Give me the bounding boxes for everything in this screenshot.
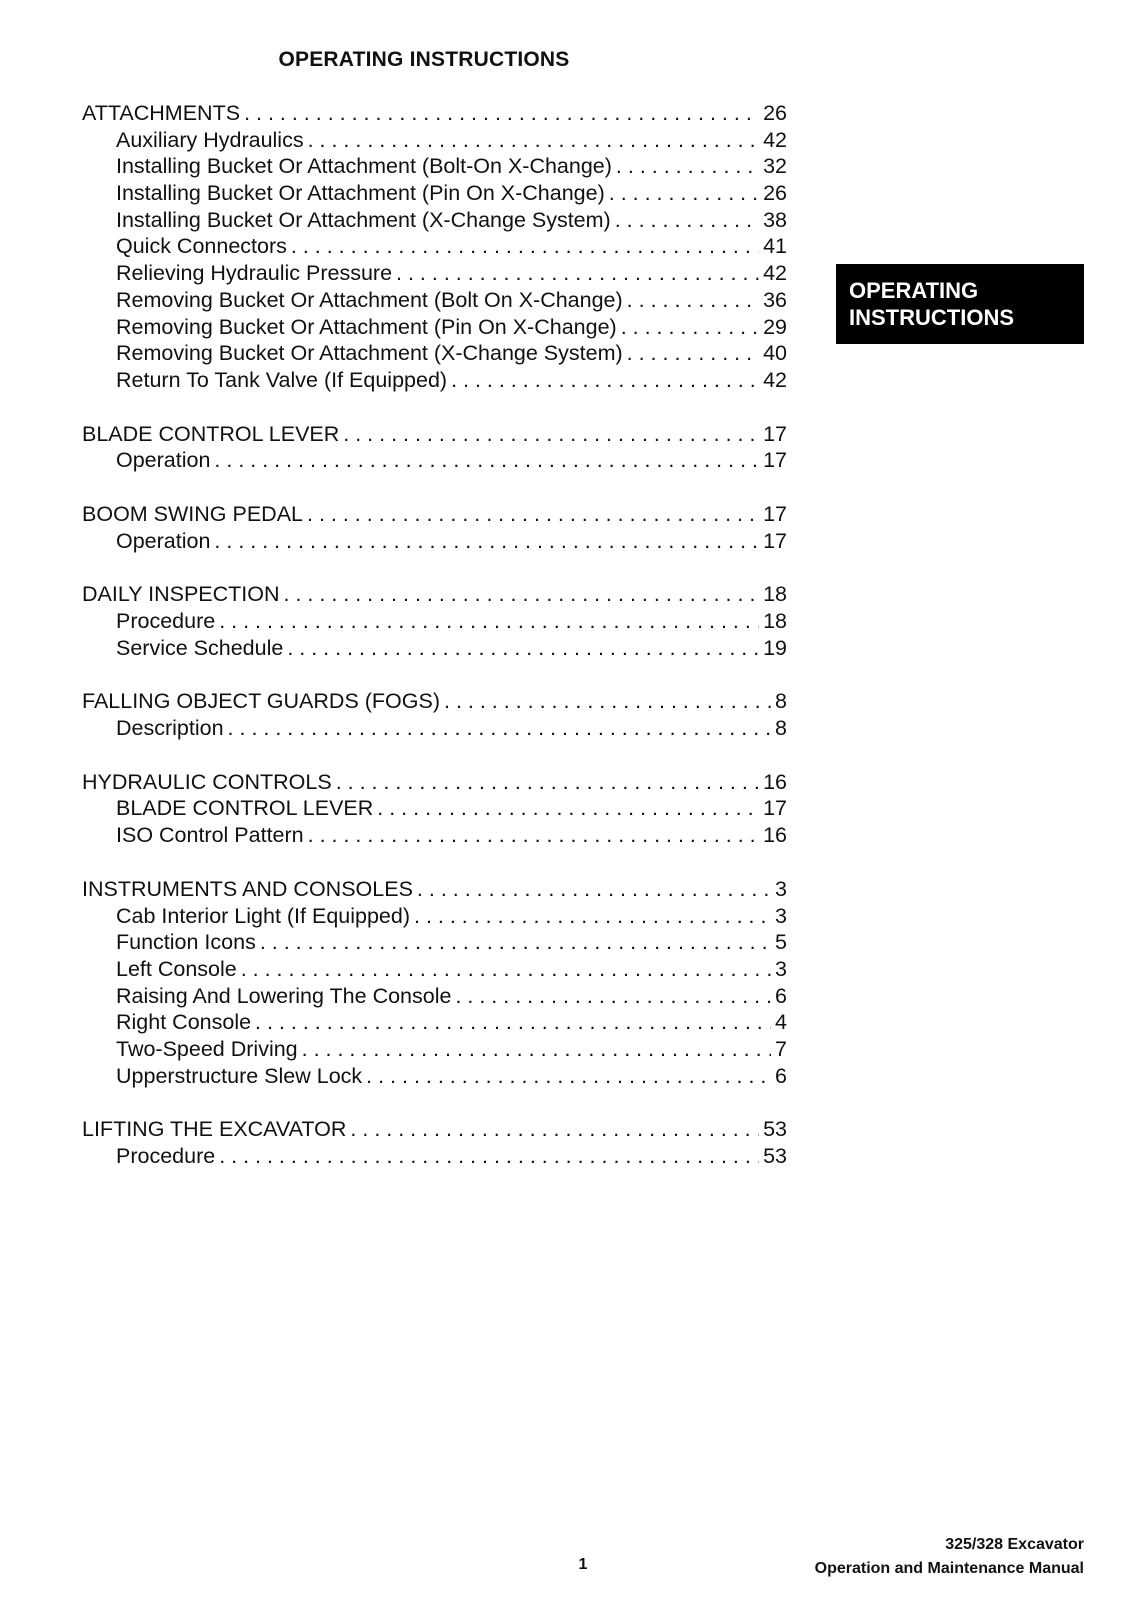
toc-entry-label: HYDRAULIC CONTROLS — [82, 769, 332, 794]
dot-leader — [417, 876, 771, 903]
toc-subentry[interactable] — [82, 822, 787, 849]
dot-leader — [302, 1036, 771, 1063]
dot-leader — [255, 1009, 771, 1036]
footer-page-number: 1 — [578, 1556, 588, 1573]
toc-entry-page: 3 — [775, 903, 787, 928]
dot-leader — [244, 100, 759, 127]
dot-leader — [336, 769, 759, 796]
dot-leader — [366, 1063, 771, 1090]
toc-entry-label: Procedure — [116, 1144, 216, 1168]
toc-entry-label: BOOM SWING PEDAL — [82, 501, 304, 526]
toc-entry-label: Left Console — [116, 956, 237, 981]
dot-leader — [291, 233, 759, 260]
dot-leader — [396, 260, 759, 287]
toc-entry-page: 17 — [763, 448, 787, 473]
dot-leader — [455, 983, 771, 1010]
toc-entry-page: 42 — [763, 261, 787, 286]
toc-entry-page: 18 — [763, 609, 787, 633]
toc-entry-label: Operation — [116, 528, 211, 553]
dot-leader — [609, 180, 759, 207]
dot-leader — [627, 287, 759, 314]
toc-entry-page: 8 — [775, 716, 787, 741]
toc-entry-page: 29 — [763, 314, 787, 339]
toc-entry-label: Right Console — [116, 1010, 252, 1035]
toc-section-blade-control-lever — [82, 421, 787, 474]
toc-subentry[interactable] — [82, 180, 787, 207]
section-tab-line: INSTRUCTIONS — [849, 305, 1014, 330]
toc-subentry[interactable] — [82, 153, 787, 180]
toc-entry-label: Upperstructure Slew Lock — [116, 1063, 363, 1088]
toc-entry-label: Removing Bucket Or Attachment (Bolt On X-Change) — [116, 287, 623, 312]
toc-entry-page: 17 — [763, 796, 787, 821]
section-tab — [836, 264, 1084, 344]
toc-entry-page: 6 — [775, 983, 787, 1008]
dot-leader — [350, 1116, 759, 1143]
dot-leader — [414, 903, 771, 930]
toc-entry-label: INSTRUMENTS AND CONSOLES — [82, 876, 413, 901]
toc-entry-label: DAILY INSPECTION — [82, 582, 280, 607]
dot-leader — [287, 635, 759, 662]
table-of-contents — [82, 100, 787, 1197]
dot-leader — [621, 314, 759, 341]
toc-entry-label: ISO Control Pattern — [116, 823, 304, 848]
toc-entry-page: 36 — [763, 287, 787, 312]
toc-section-lifting-the-excavator — [82, 1116, 787, 1169]
toc-entry-label: Removing Bucket Or Attachment (X-Change System) — [116, 341, 623, 366]
toc-entry-page: 3 — [775, 956, 787, 981]
toc-entry-label: Function Icons — [116, 930, 256, 955]
toc-entry-page: 18 — [763, 582, 787, 607]
toc-entry-page: 42 — [763, 127, 787, 152]
toc-section-boom-swing-pedal — [82, 501, 787, 554]
dot-leader — [615, 207, 759, 234]
footer-manual-info — [815, 1533, 1084, 1581]
toc-entry-label: ATTACHMENTS — [82, 101, 241, 125]
toc-entry-label: Installing Bucket Or Attachment (Bolt-On X-Change) — [116, 154, 612, 179]
toc-entry-label: Raising And Lowering The Console — [116, 983, 452, 1008]
page-title: OPERATING INSTRUCTIONS — [278, 48, 570, 71]
toc-entry-label: FALLING OBJECT GUARDS (FOGS) — [82, 689, 440, 714]
toc-subentry[interactable] — [82, 929, 787, 956]
dot-leader — [219, 608, 759, 635]
toc-entry-label: Return To Tank Valve (If Equipped) — [116, 367, 448, 392]
toc-entry-label: Cab Interior Light (If Equipped) — [116, 903, 410, 928]
dot-leader — [307, 501, 759, 528]
dot-leader — [343, 421, 759, 448]
toc-entry-page: 5 — [775, 930, 787, 955]
toc-entry[interactable] — [82, 1116, 787, 1143]
toc-subentry[interactable] — [82, 314, 787, 341]
toc-subentry[interactable] — [82, 340, 787, 367]
toc-subentry[interactable] — [82, 983, 787, 1010]
toc-entry-label: Installing Bucket Or Attachment (X-Change System) — [116, 207, 611, 232]
toc-section-daily-inspection — [82, 581, 787, 661]
toc-entry-label: Quick Connectors — [116, 234, 287, 259]
toc-entry-page: 16 — [763, 823, 787, 848]
toc-entry-page: 32 — [763, 154, 787, 179]
toc-entry-page: 53 — [763, 1117, 787, 1142]
toc-subentry[interactable] — [82, 1036, 787, 1063]
toc-section-falling-object-guards — [82, 688, 787, 741]
toc-subentry[interactable] — [82, 1009, 787, 1036]
dot-leader — [627, 340, 759, 367]
toc-entry-label: Installing Bucket Or Attachment (Pin On X-Change) — [116, 181, 605, 206]
toc-entry-label: Procedure — [116, 609, 216, 633]
toc-entry-page: 38 — [763, 207, 787, 232]
dot-leader — [284, 581, 760, 608]
toc-entry-page: 7 — [775, 1036, 787, 1061]
toc-subentry[interactable] — [82, 903, 787, 930]
toc-subentry[interactable] — [82, 367, 787, 394]
toc-section-hydraulic-controls — [82, 769, 787, 849]
toc-entry-page: 40 — [763, 341, 787, 366]
dot-leader — [219, 1143, 759, 1170]
toc-entry-page: 17 — [763, 501, 787, 526]
toc-subentry[interactable] — [82, 287, 787, 314]
toc-entry-page: 41 — [763, 234, 787, 259]
toc-subentry[interactable] — [82, 207, 787, 234]
toc-entry-page: 17 — [763, 528, 787, 553]
toc-entry-page: 6 — [775, 1063, 787, 1088]
toc-entry-page: 26 — [763, 101, 787, 125]
dot-leader — [308, 822, 759, 849]
toc-entry-page: 53 — [763, 1144, 787, 1168]
toc-entry-label: LIFTING THE EXCAVATOR — [82, 1117, 347, 1142]
toc-subentry[interactable] — [82, 528, 787, 555]
dot-leader — [214, 447, 759, 474]
toc-entry-label: Description — [116, 716, 224, 741]
toc-entry-label: Service Schedule — [116, 635, 284, 660]
footer-model: 325/328 Excavator — [945, 1536, 1084, 1553]
toc-entry-label: Two-Speed Driving — [116, 1036, 298, 1061]
toc-entry-label: BLADE CONTROL LEVER — [116, 796, 374, 821]
toc-section-instruments-and-consoles — [82, 876, 787, 1090]
toc-subentry[interactable] — [82, 635, 787, 662]
dot-leader — [260, 929, 771, 956]
dot-leader — [214, 528, 759, 555]
toc-subentry[interactable] — [82, 233, 787, 260]
toc-entry-page: 19 — [763, 635, 787, 660]
toc-entry-label: Relieving Hydraulic Pressure — [116, 261, 393, 286]
toc-section-attachments — [82, 100, 787, 394]
toc-entry-page: 26 — [763, 181, 787, 206]
toc-subentry[interactable] — [82, 956, 787, 983]
toc-entry-page: 4 — [775, 1010, 787, 1035]
dot-leader — [377, 795, 759, 822]
toc-entry[interactable] — [82, 688, 787, 715]
toc-subentry[interactable] — [82, 608, 787, 635]
footer-manual-title: Operation and Maintenance Manual — [814, 1560, 1084, 1577]
toc-entry-page: 16 — [763, 769, 787, 794]
toc-entry[interactable] — [82, 769, 787, 796]
toc-entry[interactable] — [82, 421, 787, 448]
toc-entry[interactable] — [82, 581, 787, 608]
dot-leader — [444, 688, 771, 715]
toc-subentry[interactable] — [82, 715, 787, 742]
section-tab-line: OPERATING — [849, 278, 979, 303]
toc-entry-page: 42 — [763, 367, 787, 392]
toc-entry-page: 3 — [775, 876, 787, 901]
toc-entry[interactable] — [82, 501, 787, 528]
dot-leader — [451, 367, 759, 394]
toc-entry[interactable] — [82, 876, 787, 903]
toc-subentry[interactable] — [82, 1143, 787, 1170]
dot-leader — [241, 956, 771, 983]
toc-entry-page: 8 — [775, 689, 787, 714]
dot-leader — [308, 127, 759, 154]
dot-leader — [228, 715, 771, 742]
toc-entry-label: Operation — [116, 448, 211, 473]
toc-entry-label: Removing Bucket Or Attachment (Pin On X-Change) — [116, 314, 617, 339]
toc-subentry[interactable] — [82, 127, 787, 154]
toc-subentry[interactable] — [82, 260, 787, 287]
toc-subentry[interactable] — [82, 795, 787, 822]
toc-entry-label: Auxiliary Hydraulics — [116, 127, 304, 152]
dot-leader — [616, 153, 759, 180]
toc-subentry[interactable] — [82, 447, 787, 474]
toc-entry-page: 17 — [763, 421, 787, 446]
toc-entry-label: BLADE CONTROL LEVER — [82, 421, 340, 446]
toc-entry[interactable] — [82, 100, 787, 127]
toc-subentry[interactable] — [82, 1063, 787, 1090]
